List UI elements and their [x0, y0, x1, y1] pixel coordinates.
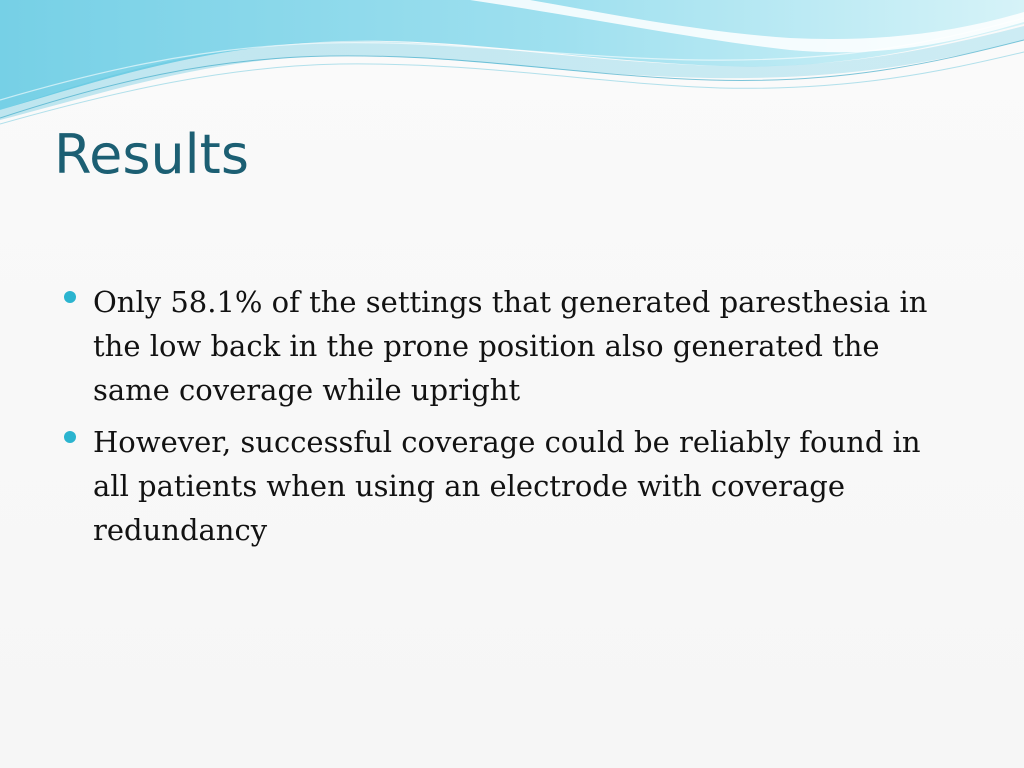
bullet-dot-icon: [64, 431, 76, 443]
bullet-text: However, successful coverage could be reliably found in all patients when using an electrode with coverage redundancy: [93, 425, 921, 547]
bullet-item: [62, 280, 942, 412]
bullet-dot-icon: [64, 291, 76, 303]
bullet-text: Only 58.1% of the settings that generated paresthesia in the low back in the prone position also generated the same coverage while upright: [93, 285, 928, 407]
bullet-item: [62, 420, 942, 552]
header-wave-decoration: [0, 0, 1024, 130]
slide-title: Results: [54, 123, 249, 186]
bullet-list: [62, 280, 942, 560]
